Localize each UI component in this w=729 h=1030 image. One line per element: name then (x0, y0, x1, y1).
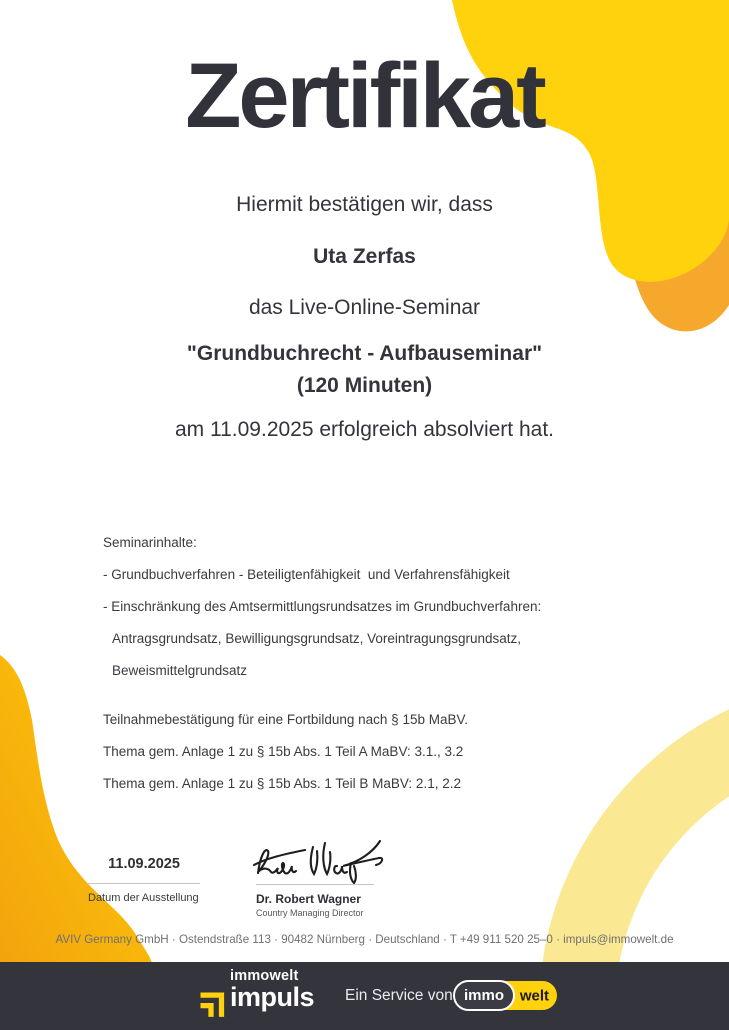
impuls-angle-icon (199, 989, 226, 1017)
issue-date-label: Datum der Ausstellung (88, 892, 199, 904)
contents-item: - Grundbuchverfahren - Beteiligtenfähigkeit und Verfahrensfähigkeit (103, 567, 510, 582)
signature-divider (256, 884, 374, 885)
service-text: Ein Service von (345, 987, 453, 1004)
impuls-logo-top: immowelt (230, 968, 299, 984)
certification-line: Thema gem. Anlage 1 zu § 15b Abs. 1 Teil B MaBV: 2.1, 2.2 (103, 776, 461, 791)
date-divider (88, 883, 200, 884)
company-footer: AVIV Germany GmbH · Ostendstraße 113 · 90482 Nürnberg · Deutschland · T +49 911 520 25–0 · impuls@immowelt.de (55, 933, 674, 946)
certification-line: Thema gem. Anlage 1 zu § 15b Abs. 1 Teil A MaBV: 3.1., 3.2 (103, 744, 464, 759)
immowelt-impuls-logo (199, 968, 314, 1010)
contents-item: Antragsgrundsatz, Bewilligungsgrundsatz, Voreintragungsgrundsatz, (112, 631, 521, 646)
issue-date: 11.09.2025 (108, 856, 180, 872)
certification-notes (103, 704, 669, 800)
immowelt-logo-welt: welt (519, 987, 549, 1004)
impuls-logo-text (230, 968, 314, 1010)
seminar-type-line: das Live-Online-Seminar (248, 296, 481, 319)
seminar-contents (103, 527, 669, 800)
issue-date-block (88, 856, 200, 904)
immowelt-logo (455, 981, 557, 1010)
impuls-logo-bottom: impuls (230, 982, 315, 1012)
completion-line: am 11.09.2025 erfolgreich absolviert hat. (174, 418, 554, 441)
contents-item: Beweismittelgrundsatz (112, 663, 248, 678)
certification-line: Teilnahmebestätigung für eine Fortbildung nach § 15b MaBV. (103, 712, 468, 727)
signature-image (250, 828, 386, 884)
page-title: Zertifikat (185, 45, 544, 147)
signature-block (256, 828, 374, 918)
seminar-title: "Grundbuchrecht - Aufbauseminar" (186, 342, 543, 365)
contents-heading: Seminarinhalte: (103, 535, 197, 550)
immowelt-logo-immo: immo (453, 980, 515, 1011)
intro-line: Hiermit bestätigen wir, dass (236, 193, 493, 216)
participant-name: Uta Zerfas (313, 245, 416, 268)
seminar-duration: (120 Minuten) (296, 374, 433, 397)
signer-name: Dr. Robert Wagner (256, 892, 361, 906)
brand-bar (0, 962, 729, 1030)
signer-title: Country Managing Director (256, 908, 364, 918)
contents-item: - Einschränkung des Amtsermittlungsrundsatzes im Grundbuchverfahren: (103, 599, 542, 614)
